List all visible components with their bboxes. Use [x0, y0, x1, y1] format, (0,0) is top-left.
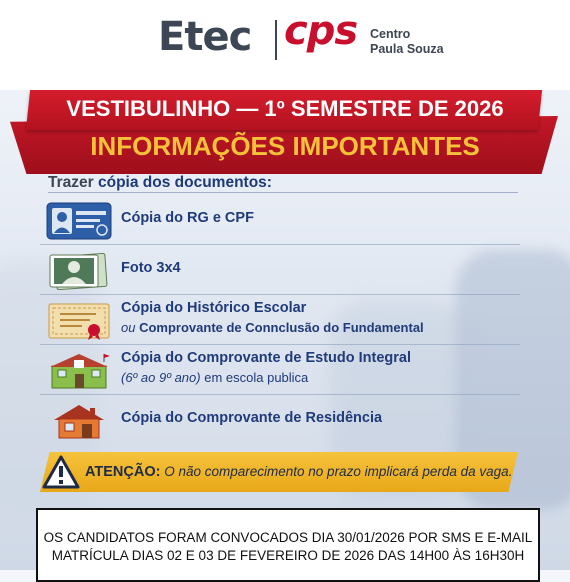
cps-sub-line1: Centro [370, 27, 411, 41]
item-label: Cópia do Histórico Escolar [121, 300, 307, 316]
sublabel-prefix: ou [121, 320, 136, 335]
list-item-integral-study [40, 346, 520, 395]
heading-prefix: Trazer [48, 174, 94, 191]
documents-heading [48, 174, 272, 192]
sublabel-bold: Comprovante de Connclusão do Fundamental [139, 320, 424, 335]
house-icon [46, 402, 112, 440]
list-item-residence [40, 396, 520, 444]
school-icon [46, 352, 112, 390]
heading-divider [48, 192, 518, 193]
warning-icon [42, 455, 80, 489]
alert-body: O não comparecimento no prazo implicará perda da vaga. [164, 464, 513, 479]
page-title: VESTIBULINHO — 1º SEMESTRE DE 2026 [66, 96, 504, 121]
heading-emphasis: cópia dos documentos: [97, 174, 272, 191]
sublabel-rest: em escola publica [204, 370, 309, 385]
item-sublabel [121, 320, 424, 335]
photo-icon [46, 252, 112, 290]
item-label: Cópia do Comprovante de Estudo Integral [121, 350, 412, 366]
id-card-icon [46, 202, 112, 240]
list-item-rg-cpf [40, 196, 520, 245]
logo-divider [275, 20, 277, 60]
etec-logo: Etec [158, 14, 252, 60]
item-sublabel [121, 370, 308, 385]
notice-line-1: OS CANDIDATOS FORAM CONVOCADOS DIA 30/01/2026 POR SMS E E-MAIL [43, 530, 533, 545]
cps-logo-subtitle [370, 27, 444, 57]
item-label: Foto 3x4 [121, 260, 181, 276]
page-subtitle: INFORMAÇÕES IMPORTANTES [90, 131, 480, 161]
notice-box [36, 508, 540, 582]
certificate-icon [46, 302, 112, 340]
header [0, 0, 570, 90]
item-label: Cópia do RG e CPF [121, 210, 254, 226]
cps-sub-line2: Paula Souza [370, 42, 444, 56]
cps-logo: cps [284, 8, 358, 54]
sublabel-italic: (6º ao 9º ano) [121, 370, 201, 385]
list-item-transcript [40, 296, 520, 345]
list-item-photo [40, 246, 520, 295]
alert-label: ATENÇÃO: [85, 464, 161, 480]
notice-line-2: MATRÍCULA DIAS 02 E 03 DE FEVEREIRO DE 2026 DAS 14H00 ÀS 16H30H [51, 548, 525, 563]
alert-message [85, 464, 512, 480]
item-label: Cópia do Comprovante de Residência [121, 410, 383, 426]
